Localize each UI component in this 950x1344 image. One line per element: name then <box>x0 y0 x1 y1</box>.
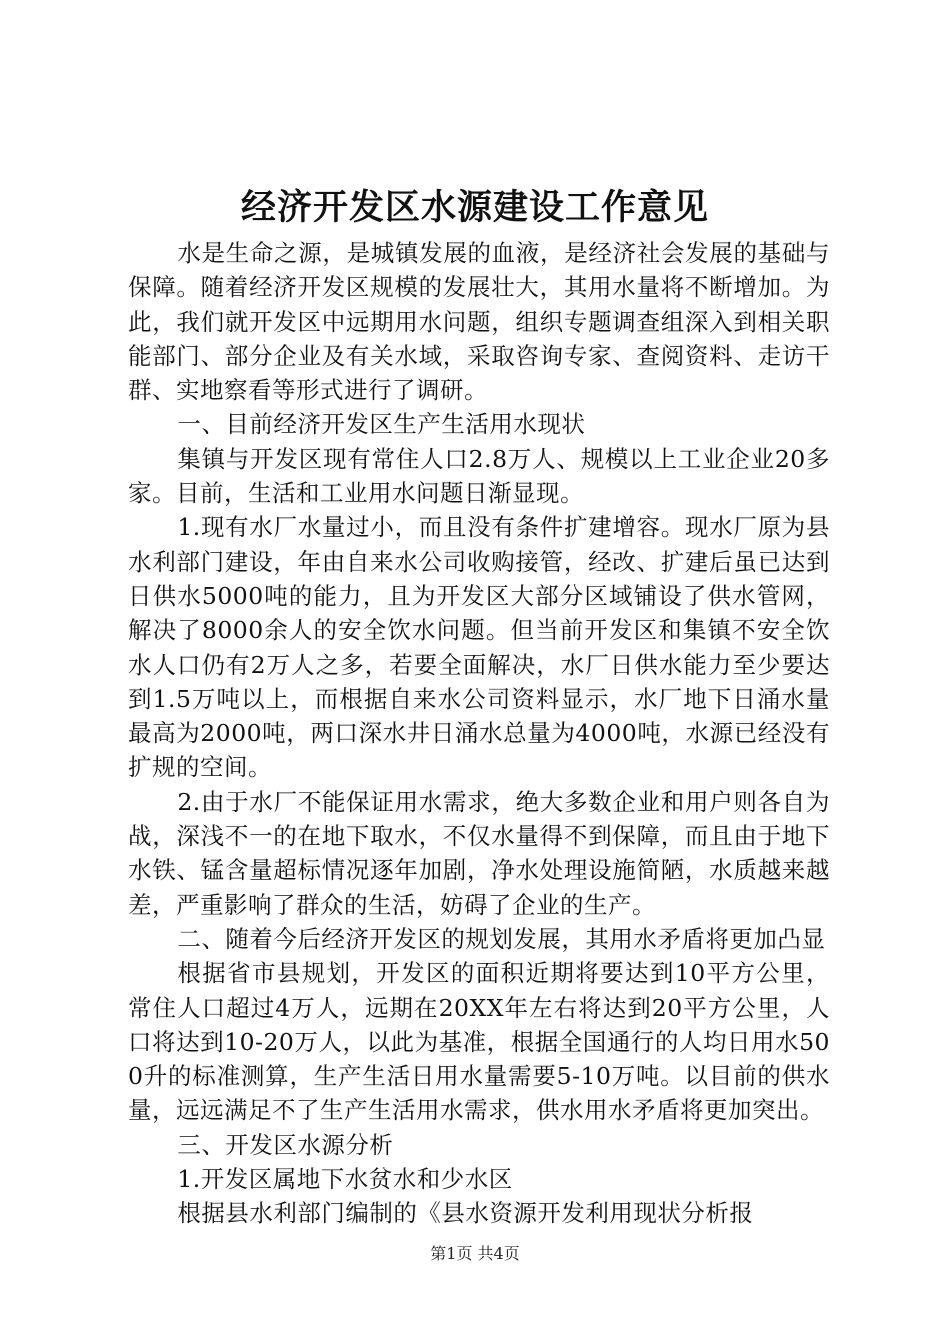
page-footer: 第1页 共4页 <box>430 1244 520 1263</box>
subheading-groundwater: 1.开发区属地下水贫水和少水区 <box>177 1165 513 1194</box>
paragraph-report: 根据县水利部门编制的《县水资源开发利用现状分析报 <box>177 1199 754 1228</box>
document-body <box>128 236 830 1231</box>
paragraph-item-2: 2.由于水厂不能保证用水需求，绝大多数企业和用户则各自为战，深浅不一的在地下取水，不仅水量得不到保障，而且由于地下水铁、锰含量超标情况逐年加剧，净水处理设施简陋，水质越来越差，严重影响了群众的生活，妨碍了企业的生产。 <box>128 787 830 919</box>
section-heading-1: 一、目前经济开发区生产生活用水现状 <box>177 410 586 439</box>
paragraph-planning: 根据省市县规划，开发区的面积近期将要达到10平方公里，常住人口超过4万人，远期在20XX年左右将达到20平方公里，人口将达到10-20万人，以此为基准，根据全国通行的人均日用水500升的标准测算，生产生活日用水量需要5-10万吨。以目前的供水量，远远满足不了生产生活用水需求，供水用水矛盾将更加突出。 <box>128 959 830 1125</box>
section-heading-3: 三、开发区水源分析 <box>177 1130 394 1159</box>
paragraph-population: 集镇与开发区现有常住人口2.8万人、规模以上工业企业20多家。目前，生活和工业用水问题日渐显现。 <box>128 444 830 508</box>
paragraph-item-1: 1.现有水厂水量过小，而且没有条件扩建增容。现水厂原为县水利部门建设，年由自来水公司收购接管，经改、扩建后虽已达到日供水5000吨的能力，且为开发区大部分区域铺设了供水管网，解决了8000余人的安全饮水问题。但当前开发区和集镇不安全饮水人口仍有2万人之多，若要全面解决，水厂日供水能力至少要达到1.5万吨以上，而根据自来水公司资料显示，水厂地下日涌水量最高为2000吨，两口深水井日涌水总量为4000吨，水源已经没有扩规的空间。 <box>128 513 830 782</box>
document-title: 经济开发区水源建设工作意见 <box>240 188 709 228</box>
paragraph-intro: 水是生命之源，是城镇发展的血液，是经济社会发展的基础与保障。随着经济开发区规模的发展壮大，其用水量将不断增加。为此，我们就开发区中远期用水问题，组织专题调查组深入到相关职能部门、部分企业及有关水域，采取咨询专家、查阅资料、走访干群、实地察看等形式进行了调研。 <box>128 239 830 405</box>
section-heading-2: 二、随着今后经济开发区的规划发展，其用水矛盾将更加凸显 <box>177 924 826 953</box>
